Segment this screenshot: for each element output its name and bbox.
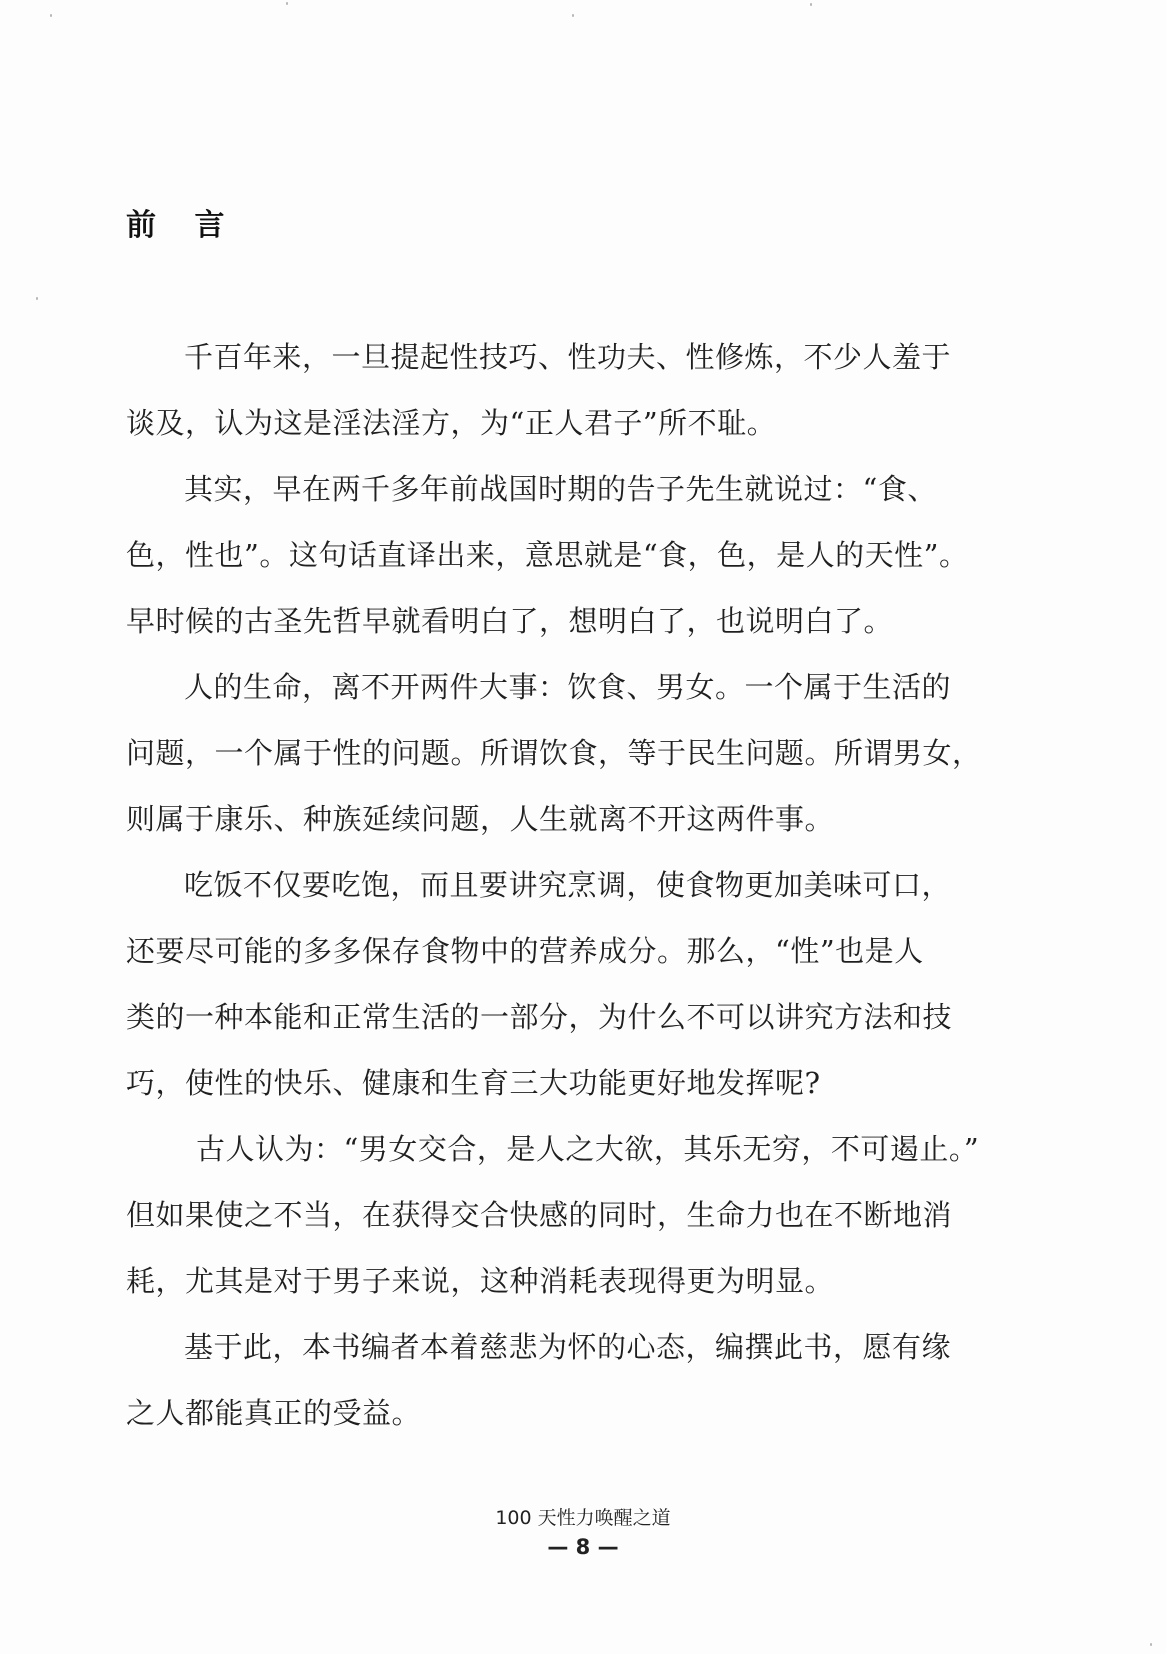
text-line: 则属于康乐、种族延续问题，人生就离不开这两件事。 (126, 802, 835, 836)
text-line: 之人都能真正的受益。 (126, 1396, 422, 1430)
text-line: 千百年来，一旦提起性技巧、性功夫、性修炼，不少人羞于 (184, 340, 952, 374)
text-line: 还要尽可能的多多保存食物中的营养成分。那么，“性”也是人 (126, 934, 924, 968)
text-line: 问题，一个属于性的问题。所谓饮食，等于民生问题。所谓男女， (126, 736, 982, 770)
footer-book-title: 100 天性力唤醒之道 (495, 1507, 671, 1529)
text-line: 巧，使性的快乐、健康和生育三大功能更好地发挥呢? (126, 1066, 821, 1100)
text-line: 吃饭不仅要吃饱，而且要讲究烹调，使食物更加美味可口， (184, 868, 952, 902)
scan-speck (572, 14, 574, 17)
text-line: 但如果使之不当，在获得交合快感的同时，生命力也在不断地消 (126, 1198, 953, 1232)
page-title: 前 言 (126, 208, 239, 243)
page-number: — 8 — (547, 1535, 619, 1559)
text-line: 基于此，本书编者本着慈悲为怀的心态，编撰此书，愿有缘 (184, 1330, 952, 1364)
text-line: 色，性也”。这句话直译出来，意思就是“食，色，是人的天性”。 (126, 538, 969, 572)
text-line: 耗，尤其是对于男子来说，这种消耗表现得更为明显。 (126, 1264, 835, 1298)
text-line: 类的一种本能和正常生活的一部分，为什么不可以讲究方法和技 (126, 1000, 953, 1034)
scan-speck (1150, 1643, 1152, 1646)
text-line: 谈及，认为这是淫法淫方，为“正人君子”所不耻。 (126, 406, 777, 440)
text-line: 人的生命，离不开两件大事：饮食、男女。一个属于生活的 (184, 670, 952, 704)
preface-body (126, 334, 982, 1456)
text-line: 早时候的古圣先哲早就看明白了，想明白了，也说明白了。 (126, 604, 894, 638)
scan-speck (36, 297, 38, 300)
scan-speck (810, 3, 812, 6)
text-line: 古人认为：“男女交合，是人之大欲，其乐无穷，不可遏止。” (196, 1132, 980, 1166)
text-line: 其实，早在两千多年前战国时期的告子先生就说过：“食、 (184, 472, 937, 506)
scan-speck (50, 14, 52, 17)
scan-speck (286, 2, 288, 5)
